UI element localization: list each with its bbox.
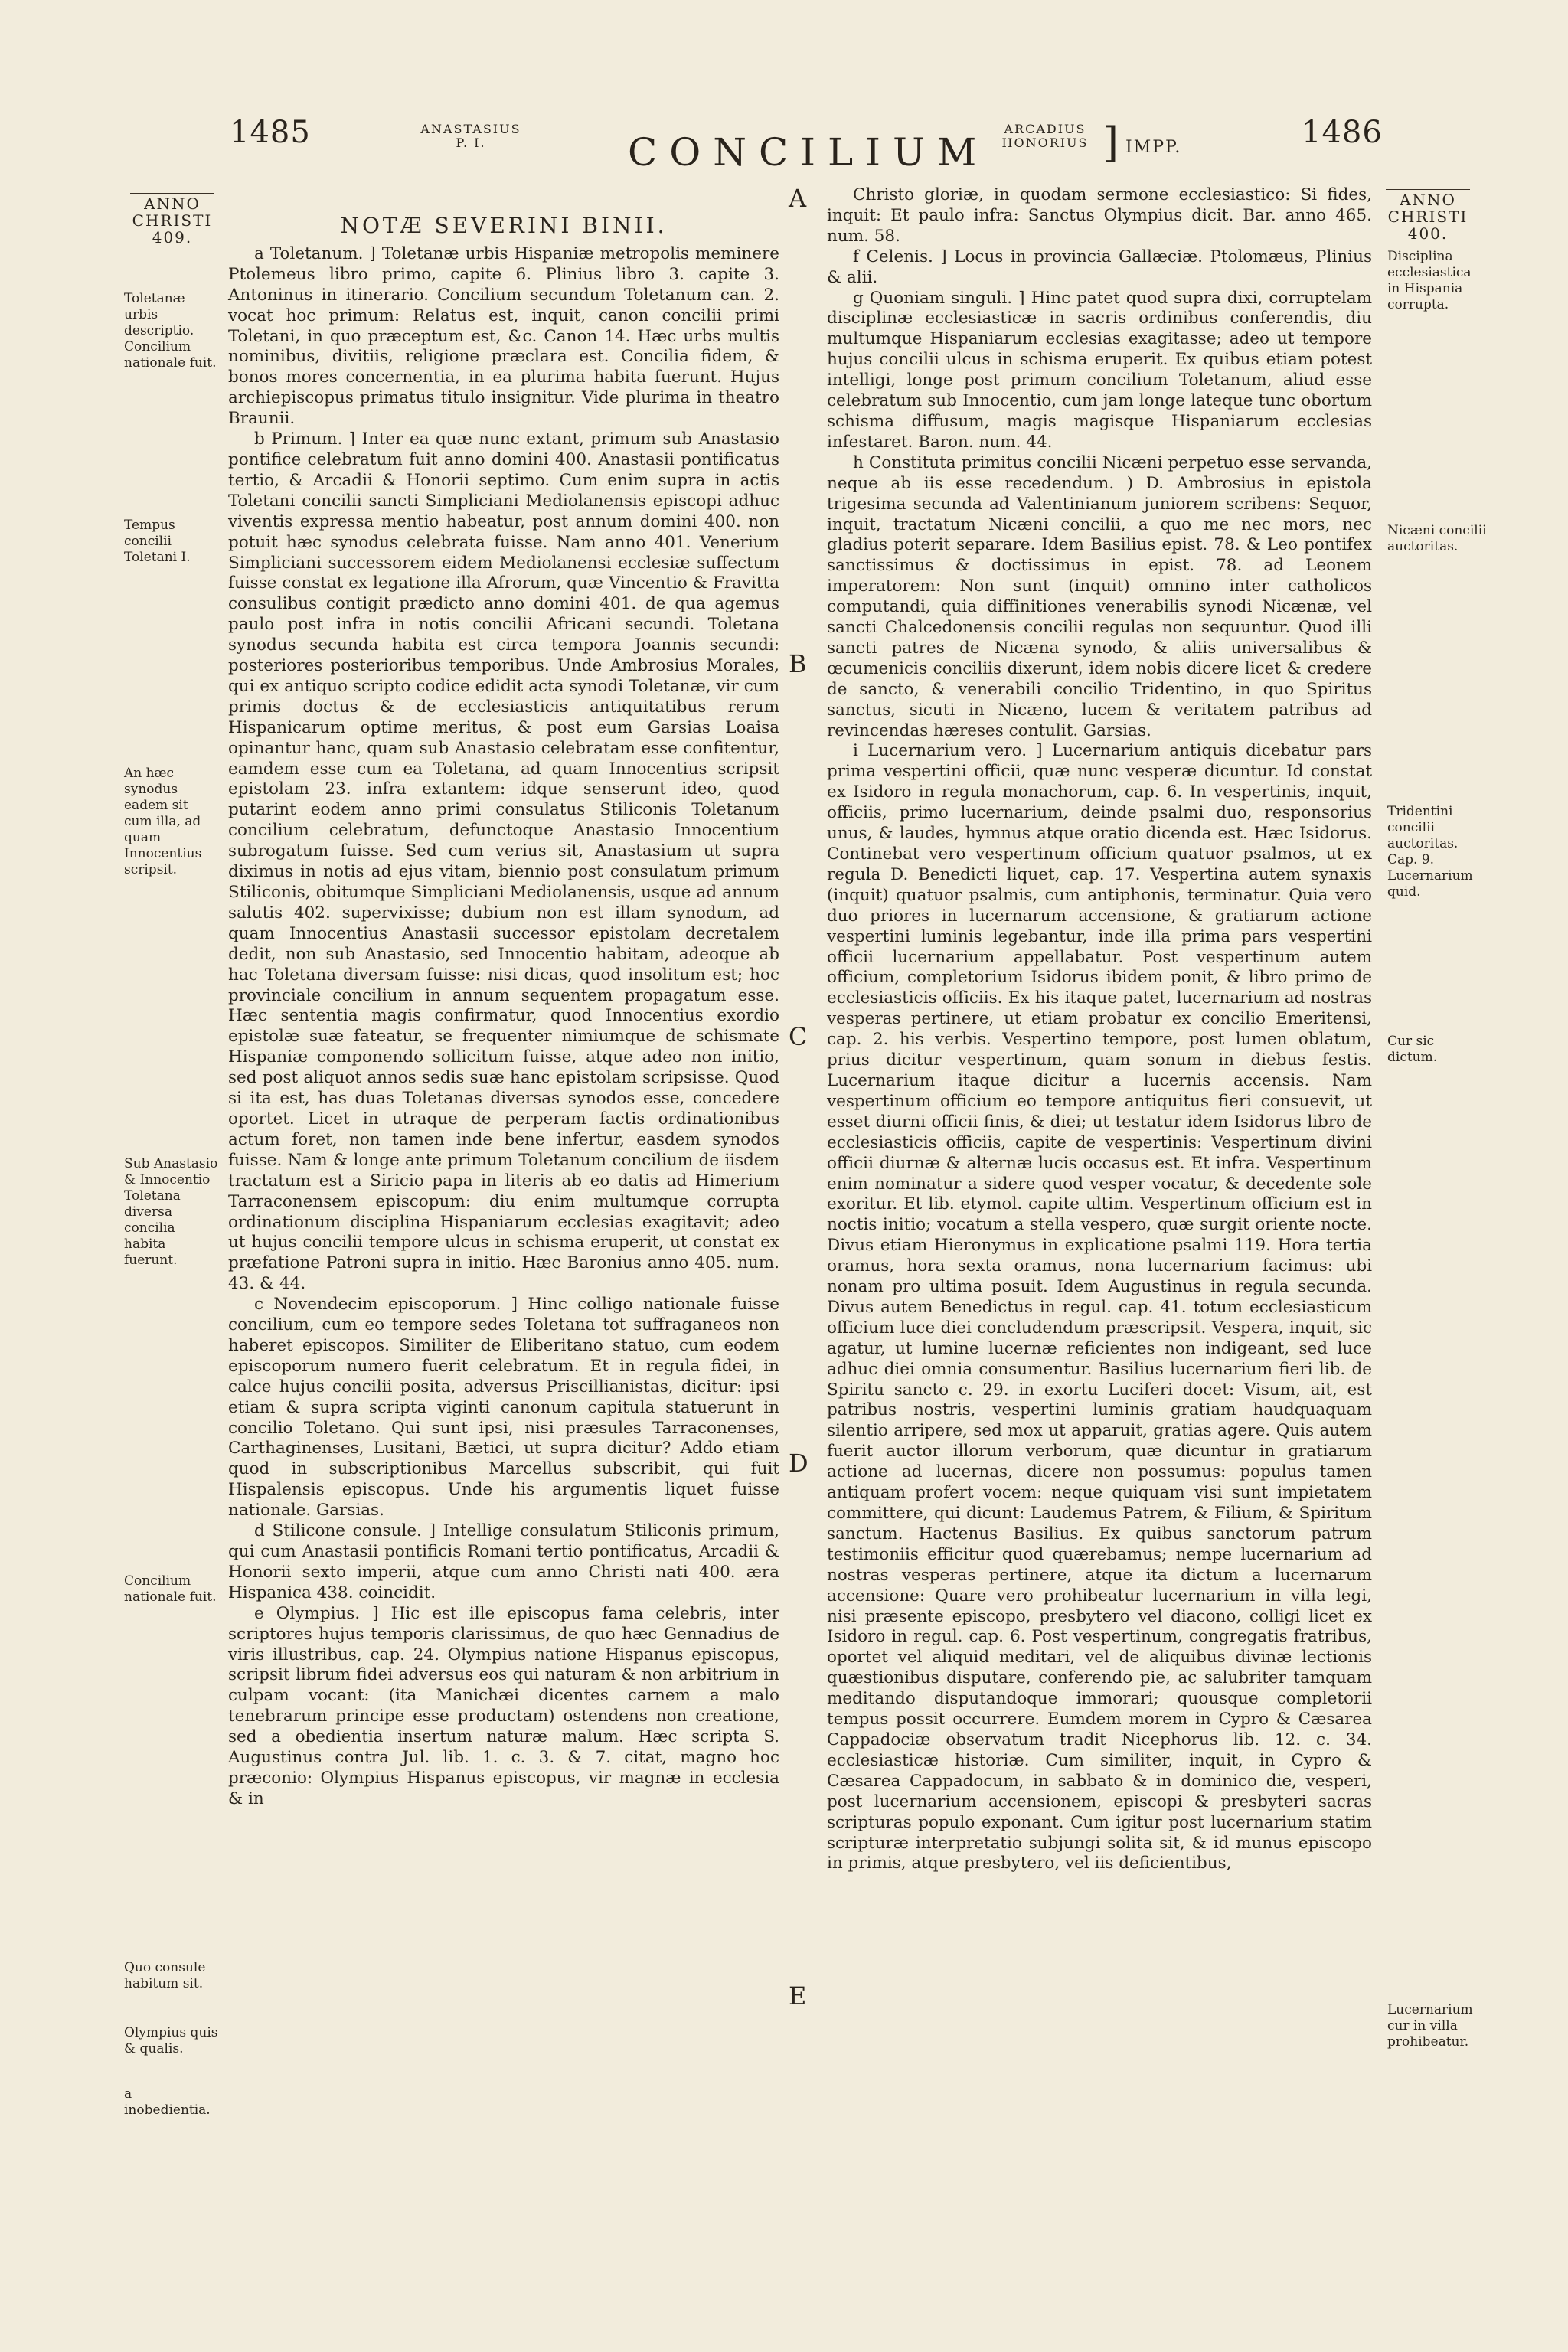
margin-note: Olympius quis & qualis. — [124, 2025, 218, 2056]
margin-note: a inobedientia. — [124, 2086, 211, 2118]
margin-note: Lucernarium cur in villa prohibeatur. — [1387, 2002, 1473, 2050]
year-label-line: ANNO — [144, 194, 201, 213]
margin-note: Tempus concilii Toletani I. — [124, 518, 191, 565]
right-small-heading-line: ARCADIUS — [1004, 122, 1086, 136]
margin-note: Toletanæ urbis descriptio. Concilium nationale fuit. — [124, 291, 217, 371]
right-page-number: 1486 — [1302, 115, 1383, 150]
margin-note: Disciplina ecclesiastica in Hispania corrupta. — [1387, 249, 1472, 312]
left-small-heading-line: P. I. — [456, 136, 486, 150]
note-paragraph: b Primum. ] Inter ea quæ nunc extant, primum sub Anastasio pontifice celebratum fuit anno domini 400. Anastasii pontificatus tertio, & Arcadii & Honorii septimo. Cum enim supra in actis Toletani concilii sancti Simpliciani Mediolanensis episcopi adhuc viventis expressa mentio habeatur, post annum domini 400. non potuit hæc synodus celebrata fuisse. Nam anno 401. Venerium Simpliciani successorem eidem Mediolanensi ecclesiæ suffectum fuisse constat ex legatione illa Afrorum, quæ Vincentio & Fravitta consulibus contigit prædicto anno domini 401. de qua agemus paulo post infra in notis concilii Africani secundi. Toletana synodus secunda habita est circa tempora Joannis secundi: posteriores posterioribus temporibus. Unde Ambrosius Morales, qui ex antiquo scripto codice edidit acta synodi Toletanæ, vir cum primis doctus & de ecclesiasticis antiquitatibus rerum Hispanicarum optime meritus, & post eum Garsias Loaisa opinantur hanc, quam sub Anastasio celebratam esse confitentur, eamdem esse cum ea Toletana, ad quam Innocentius scripsit epistolam 23. infra extantem: idque senserunt ideo, quod putarint eodem anno primi consulatus Stiliconis Toletanum concilium celebratum, defunctoque Anastasio Innocentium subrogatum fuisse. Sed cum verius sit, Anastasium ut supra diximus in notis ad ejus vitam, biennio post consulatum primum Stiliconis, obitumque Simpliciani Mediolanensis, usque ad annum salutis 402. supervixisse; dubium non est illam synodum, ad quam Innocentius Anastasii successor epistolam decretalem dedit, non sub Anastasio, sed Innocentio habitam, adeoque ab hac Toletana diversam fuisse: nisi dicas, quod insolitum est; hoc provinciale concilium in annum sequentem propagatum esse. Hæc sententia magis confirmatur, quod Innocentius exordio epistolæ suæ fateatur, se frequenter nimiumque de schismate Hispaniæ componendo sollicitum fuisse, atque adeo non initio, sed post aliquot annos sedis suæ hanc epistolam scripsisse. Quod si ita est, has duas Toletanas diversas synodos esse, concedere oportet. Licet in utraque de perperam factis ordinationibus actum foret, non tamen inde bene infertur, easdem synodos fuisse. Nam & longe ante primum Toletanum concilium de iisdem tractatum est a Siricio papa in literis ab eo datis ad Himerium Tarraconensem episcopum: diu enim multumque corrupta ordinationum disciplina Hispaniarum ecclesias exagitavit; adeo ut hujus concilii tempore ulcus in schisma eruperit, ut constat ex præfatione Patroni supra in initio. Hæc Baronius anno 405. num. 43. & 44. — [228, 430, 779, 1294]
left-text-column — [228, 213, 779, 1810]
margin-note: Nicæni concilii auctoritas. — [1387, 523, 1487, 554]
year-label-line: CHRISTI — [132, 211, 213, 230]
right-header-label: IMPP. — [1125, 138, 1182, 157]
left-page-number: 1485 — [230, 115, 311, 150]
right-text-column — [827, 185, 1372, 1874]
note-paragraph: e Olympius. ] Hic est ille episcopus fama celebris, inter scriptores hujus temporis clarissimus, de quo hæc Gennadius de viris illustribus, cap. 24. Olympius natione Hispanus episcopus, scripsit librum fidei adversus eos qui naturam & non arbitrium in culpam vocant: (ita Manichæi dicentes carnem a malo tenebrarum principe esse productam) ostendens non creatione, sed a obedientia insertum naturæ malum. Hæc scripta S. Augustinus contra Jul. lib. 1. c. 3. & 7. citat, magno hoc præconio: Olympius Hispanus episcopus, vir magnæ in ecclesia & in — [228, 1603, 779, 1808]
margin-note: Quo consule habitum sit. — [124, 1960, 206, 1991]
note-paragraph: f Celenis. ] Locus in provincia Gallæciæ. Ptolomæus, Plinius & alii. — [827, 247, 1372, 287]
margin-rule — [1386, 189, 1470, 190]
left-small-heading-line: ANASTASIUS — [420, 122, 521, 136]
margin-note: Tridentini concilii auctoritas. Cap. 9. Lucernarium quid. — [1387, 804, 1473, 900]
year-label-line: CHRISTI — [1387, 207, 1468, 226]
right-small-heading-line: HONORIUS — [1001, 136, 1089, 150]
section-letter: E — [789, 1981, 807, 2011]
note-paragraph: a Toletanum. ] Toletanæ urbis Hispaniæ metropolis meminere Ptolemeus libro primo, capite 6. Plinius libro 3. capite 3. Antoninus in itinerario. Concilium secundum Toletanum can. 2. vocat hoc primum: Relatus est, inquit, canon concilii primi Toletani, in quo præceptum est, &c. Canon 14. Hæc urbs multis nominibus, divitiis, religione præclara est. Concilia fidem, & bonos mores concernentia, in ea plurima habita fuerunt. Hujus archiepiscopus primatus titulo insignitur. Vide plurima in theatro Braunii. — [228, 243, 779, 429]
year-label-line: 409. — [152, 228, 193, 247]
section-letter: A — [789, 184, 807, 213]
margin-note: Cur sic dictum. — [1387, 1034, 1438, 1065]
note-paragraph: g Quoniam singuli. ] Hinc patet quod supra dixi, corruptelam disciplinæ ecclesiasticæ in sacris ordinibus conferendis, diu multumque Hispaniarum ecclesias exagitasse; adeo ut tempore hujus concilii ulcus in schisma eruperit. Ex quibus etiam potest intelligi, longe post primum concilium Toletanum, aliud esse celebratum sub Innocentio, cum jam longe lateque tunc obortum schisma diffusum, magis magisque Hispaniarum ecclesias infestaret. Baron. num. 44. — [827, 288, 1372, 452]
left-margin-year — [122, 195, 222, 246]
margin-note: Sub Anastasio & Innocentio Toletana diversa concilia habita fuerunt. — [124, 1156, 218, 1268]
right-small-heading — [988, 122, 1102, 184]
note-paragraph: d Stilicone consule. ] Intellige consulatum Stiliconis primum, qui cum Anastasii pontificis Romani tertio pontificatus, Arcadii & Honorii sexto imperii, atque cum anno Christi nati 400. æra Hispanica 438. coincidit. — [228, 1521, 779, 1602]
note-paragraph: i Lucernarium vero. ] Lucernarium antiquis dicebatur pars prima vespertini officii, quæ nunc vesperæ dicuntur. Id constat ex Isidoro in regula monachorum, cap. 6. In vespertinis, inquit, officiis, primo lucernarium, deinde psalmi duo, responsorius unus, & laudes, hymnus atque oratio dicenda est. Hæc Isidorus. Continebat vero vespertinum officium quatuor psalmos, ut ex regula D. Benedicti liquet, cap. 17. Vespertina autem synaxis (inquit) quatuor psalmis, cum antiphonis, terminatur. Quia vero duo priores in lucernarum accensione, & gratiarum actione vespertini luminis legebantur, inde illa prima pars vespertini officii lucernarium appellabatur. Post vespertinum autem officium, completorium Isidorus ibidem ponit, & libro primo de ecclesiasticis officiis. Ex his itaque patet, lucernarium ad nostras vesperas pertinere, ut etiam probatur ex concilio Emeritensi, cap. 2. his verbis. Vespertino tempore, post lumen oblatum, prius dicitur vespertinum, quam sonum in diebus festis. Lucernarium itaque dicitur a lucernis accensis. Nam vespertinum officium eo tempore antiquitus fieri consuevit, ut esset diurni officii finis, & diei; ut testatur idem Isidorus libro de ecclesiasticis officiis, capite de vespertinis: Vespertinum divini officii diurnæ & alternæ lucis occasus est. Et infra. Vespertinum enim nominatur a sidere quod vesper vocatur, & decedente sole exoritur. Et lib. etymol. capite ultim. Vespertinum officium est in noctis initio; vocatum a stella vespero, quæ surgit oriente nocte. Divus etiam Hieronymus in explicatione psalmi 119. Hora tertia oramus, hora sexta oramus, nona lucernarium facimus: ubi nonam pro ultima posuit. Idem Augustinus in regula secunda. Divus autem Benedictus in regul. cap. 41. totum ecclesiasticum officium luce diei concludendum præscripsit. Vespera, inquit, sic agatur, ut lumine lucernæ reficientes non indigeant, sed luce adhuc diei omnia consumentur. Basilius lucernarium fieri lib. de Spiritu sancto c. 29. in exortu Luciferi docet: Visum, ait, est patribus nostris, vespertini luminis gratiam haudquaquam silentio arripere, sed mox ut apparuit, gratias agere. Quis autem fuerit auctor illorum verborum, quæ dicuntur in gratiarum actione ad lucernas, dicere non possumus: populus tamen antiquam profert vocem: neque quiquam visi sunt impietatem committere, qui dicunt: Laudemus Patrem, & Filium, & Spiritum sanctum. Hactenus Basilius. Ex quibus sanctorum patrum testimoniis efficitur quod quærebamus; nempe lucernarium ad nostras vesperas pertinere, atque ita dictum a lucernarum accensione: Quare vero prohibeatur lucernarium in villa legi, nisi præsente episcopo, presbytero vel diacono, colligi licet ex Isidoro in regul. cap. 6. Post vespertinum, congregatis fratribus, oportet vel aliquid meditari, vel de aliquibus divinæ lectionis quæstionibus disputare, conferendo pie, ac salubriter tamquam meditando disputandoque immorari; quousque completorii tempus possit occurrere. Eumdem morem in Cypro & Cæsarea Cappadociæ observatum tradit Nicephorus lib. 12. c. 34. ecclesiasticæ historiæ. Cum similiter, inquit, in Cypro & Cæsarea Cappadocum, in sabbato & in dominico die, vesperi, post lucernarium accensionem, episcopi & presbyteri sacras scripturas populo exponant. Cum igitur post lucernarium statim scripturæ interpretatio subjungi solita sit, & id munus episcopo in primis, atque presbytero, vel iis deficientibus, — [827, 741, 1372, 1873]
left-small-heading — [406, 122, 536, 184]
section-letter: C — [789, 1022, 808, 1051]
header-bracket: ] — [1102, 119, 1119, 167]
year-label-line: ANNO — [1400, 191, 1456, 209]
margin-rule — [130, 193, 214, 194]
year-label-line: 400. — [1407, 224, 1449, 243]
note-paragraph: c Novendecim episcoporum. ] Hinc colligo nationale fuisse concilium, cum eo tempore sedes Toletana tot suffraganeos non haberet episcopos. Similiter de Eliberitano statuo, cum eodem episcoporum numero fuerit celebratum. Et in regula fidei, in calce hujus concilii posita, adversus Priscillianistas, dicitur: ipsi etiam & supra scripta viginti canonum capitula statuerunt in concilio Toletano. Qui sunt ipsi, nisi præsules Tarraconenses, Carthaginenses, Lusitani, Bætici, ut supra dicitur? Addo etiam quod in subscriptionibus Marcellus subscribit, qui fuit Hispalensis episcopus. Unde his argumentis liquet fuisse nationale. Garsias. — [228, 1295, 779, 1521]
note-paragraph: h Constituta primitus concilii Nicæni perpetuo esse servanda, neque ab iis esse recedendum. ) D. Ambrosius in epistola trigesima secunda ad Valentinianum juniorem scribens: Sequor, inquit, tractatum Nicæni concilii, a quo me nec mors, nec gladius poterit separare. Idem Basilius epist. 78. & Leo pontifex sanctissimus & doctissimus in epist. 78. ad Leonem imperatorem: Non sunt (inquit) omnino inter catholicos computandi, quia diffinitiones venerabilis synodi Nicænæ, vel sancti Chalcedonensis concilii regulas non sequuntur. Quod illi sancti patres de Nicæna synodo, & aliis universalibus & œcumenicis conciliis dixerunt, idem nobis dicere licet & credere de sancto, & venerabili concilio Tridentino, in quo Spiritus sanctus, sicuti in Nicæno, lucem & veritatem patribus ad revincendas hæreses contulit. Garsias. — [827, 452, 1372, 740]
margin-note: Concilium nationale fuit. — [124, 1573, 217, 1605]
section-letter: B — [789, 649, 807, 678]
running-title: CONCILIUM — [628, 130, 989, 175]
note-paragraph: Christo gloriæ, in quodam sermone ecclesiastico: Si fides, inquit: Et paulo infra: Sanctus Olympius dicit. Bar. anno 465. num. 58. — [827, 185, 1372, 246]
notes-title: NOTÆ SEVERINI BINII. — [340, 213, 668, 238]
section-letter: D — [789, 1449, 808, 1478]
right-margin-year — [1378, 191, 1478, 242]
margin-note: An hæc synodus eadem sit cum illa, ad quam Innocentius scripsit. — [124, 766, 202, 877]
